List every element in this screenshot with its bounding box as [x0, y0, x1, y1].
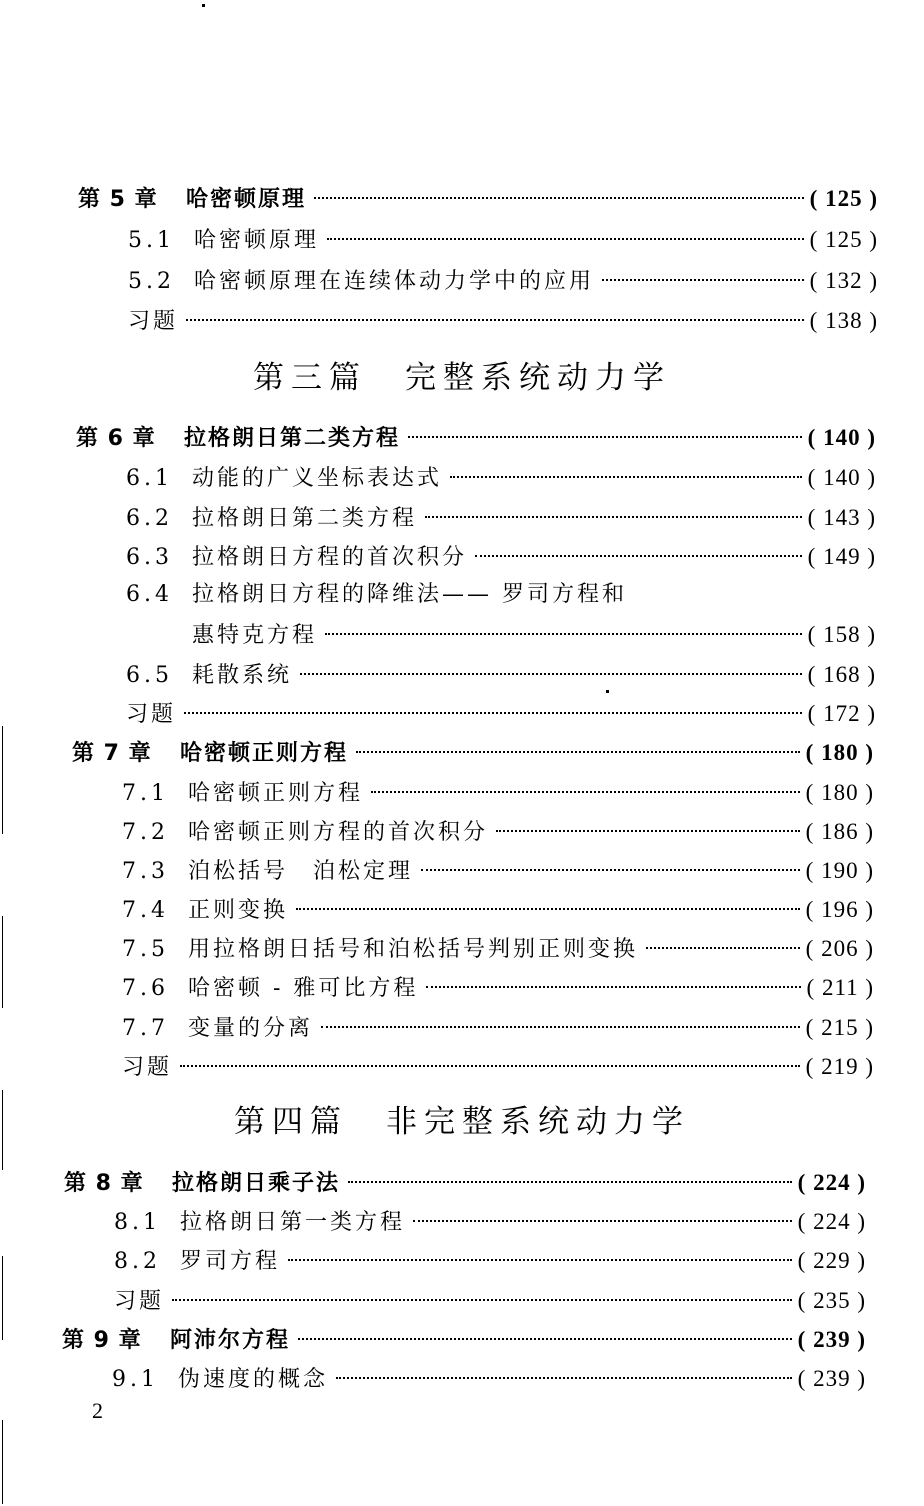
page-number: ( 138 )	[809, 308, 878, 333]
exercises-title: 习题	[128, 309, 179, 334]
toc-section-6-3	[126, 542, 876, 573]
section-title: 正则变换	[188, 898, 289, 923]
exercises-title: 习题	[126, 702, 177, 727]
toc-exercises-5	[128, 306, 878, 337]
page-number: ( 186 )	[805, 819, 874, 844]
toc-chapter-5	[78, 184, 878, 215]
toc-section-7-7	[122, 1013, 874, 1044]
section-number: 6.1	[126, 466, 173, 491]
toc-section-7-4	[122, 895, 874, 926]
page-number: ( 219 )	[805, 1054, 874, 1079]
chapter-number: 第 8 章	[64, 1171, 144, 1196]
section-title-continued: 惠特克方程	[192, 623, 318, 648]
section-number: 7.1	[122, 781, 169, 806]
section-number: 5.2	[128, 269, 175, 294]
section-number: 7.2	[122, 820, 169, 845]
section-number: 7.4	[122, 898, 169, 923]
section-number: 6.2	[126, 506, 173, 531]
section-title: 拉格朗日第二类方程	[192, 506, 418, 531]
page-number: ( 196 )	[805, 897, 874, 922]
section-title: 罗司方程	[180, 1249, 281, 1274]
chapter-title: 拉格朗日乘子法	[172, 1171, 341, 1196]
dot-leader	[336, 1377, 792, 1379]
section-title: 哈密顿原理在连续体动力学中的应用	[194, 269, 595, 294]
dot-leader	[496, 830, 800, 832]
page-number: ( 211 )	[806, 975, 874, 1000]
section-title: 拉格朗日方程的首次积分	[192, 545, 468, 570]
toc-section-5-1	[128, 225, 878, 256]
chapter-title: 哈密顿正则方程	[180, 741, 349, 766]
dot-leader	[186, 319, 804, 321]
toc-section-6-4	[126, 580, 876, 610]
page-number: ( 172 )	[807, 701, 876, 726]
dot-leader	[348, 1181, 792, 1183]
chapter-title: 阿沛尔方程	[170, 1328, 291, 1353]
page-number: ( 125 )	[809, 227, 878, 252]
section-number: 6.4	[126, 582, 173, 607]
toc-section-7-1	[122, 778, 874, 809]
page-number: ( 239 )	[797, 1366, 866, 1391]
dot-leader	[184, 712, 802, 714]
page-number: ( 158 )	[807, 622, 876, 647]
toc-section-6-2	[126, 503, 876, 534]
section-title: 哈密顿正则方程的首次积分	[188, 820, 489, 845]
section-number: 7.7	[122, 1016, 169, 1041]
page-number: ( 229 )	[797, 1248, 866, 1273]
scan-speck	[606, 690, 609, 693]
dot-leader	[314, 197, 804, 199]
section-number: 7.3	[122, 859, 169, 884]
dot-leader	[413, 1220, 792, 1222]
toc-chapter-6	[76, 423, 876, 454]
page-number: ( 215 )	[805, 1015, 874, 1040]
dot-leader	[602, 279, 804, 281]
section-number: 8.1	[114, 1210, 161, 1235]
page-number: ( 149 )	[807, 544, 876, 569]
section-title: 泊松括号 泊松定理	[188, 859, 414, 884]
part-heading-4: 第四篇 非完整系统动力学	[234, 1104, 690, 1140]
scan-edge-mark	[2, 726, 3, 834]
toc-section-6-1	[126, 463, 876, 494]
toc-section-6-4-continued	[192, 620, 876, 651]
toc-section-6-5	[126, 660, 876, 691]
exercises-title: 习题	[122, 1055, 173, 1080]
section-number: 7.5	[122, 937, 169, 962]
section-title: 用拉格朗日括号和泊松括号判别正则变换	[188, 937, 639, 962]
toc-exercises-8	[114, 1286, 866, 1317]
scan-edge-mark	[2, 1420, 3, 1504]
page-number: ( 143 )	[807, 505, 876, 530]
section-title: 拉格朗日方程的降维法—— 罗司方程和	[192, 582, 627, 607]
section-title: 哈密顿原理	[194, 228, 320, 253]
dot-leader	[296, 908, 800, 910]
page-number: ( 180 )	[805, 740, 874, 765]
dot-leader	[327, 238, 804, 240]
toc-exercises-6	[126, 699, 876, 730]
scan-edge-mark	[2, 1256, 3, 1340]
dot-leader	[425, 516, 802, 518]
dot-leader	[180, 1065, 800, 1067]
page-number: ( 168 )	[807, 662, 876, 687]
toc-section-7-2	[122, 817, 874, 848]
dot-leader	[450, 476, 802, 478]
section-number: 8.2	[114, 1249, 161, 1274]
page-number: ( 239 )	[797, 1327, 866, 1352]
dot-leader	[475, 555, 802, 557]
toc-section-7-3	[122, 856, 874, 887]
toc-section-8-1	[114, 1207, 866, 1238]
toc-exercises-7	[122, 1052, 874, 1083]
chapter-number: 第 5 章	[78, 187, 158, 212]
scan-edge-mark	[2, 916, 3, 1008]
dot-leader	[172, 1299, 792, 1301]
section-title: 拉格朗日第一类方程	[180, 1210, 406, 1235]
section-number: 5.1	[128, 228, 175, 253]
section-title: 伪速度的概念	[178, 1367, 329, 1392]
dot-leader	[300, 673, 802, 675]
page-number: ( 190 )	[805, 858, 874, 883]
page-number: ( 224 )	[797, 1170, 866, 1195]
part-heading-3: 第三篇 完整系统动力学	[253, 360, 671, 396]
chapter-number: 第 9 章	[62, 1328, 142, 1353]
section-title: 哈密顿正则方程	[188, 781, 364, 806]
toc-section-7-5	[122, 934, 874, 965]
page-number: ( 224 )	[797, 1209, 866, 1234]
toc-section-9-1	[112, 1364, 866, 1395]
dot-leader	[371, 791, 800, 793]
page-folio: 2	[92, 1398, 103, 1423]
dot-leader	[288, 1259, 792, 1261]
toc-chapter-7	[72, 738, 874, 769]
page-number: ( 206 )	[805, 936, 874, 961]
section-title: 耗散系统	[192, 663, 293, 688]
toc-section-7-6	[122, 973, 874, 1004]
chapter-number: 第 7 章	[72, 741, 152, 766]
dot-leader	[321, 1026, 800, 1028]
page-number: ( 180 )	[805, 780, 874, 805]
dot-leader	[408, 436, 802, 438]
scan-speck	[202, 4, 205, 7]
dot-leader	[421, 869, 800, 871]
toc-section-5-2	[128, 266, 878, 297]
chapter-title: 哈密顿原理	[186, 187, 307, 212]
page-number: ( 140 )	[807, 465, 876, 490]
exercises-title: 习题	[114, 1289, 165, 1314]
section-number: 6.5	[126, 663, 173, 688]
section-number: 7.6	[122, 976, 169, 1001]
page-number: ( 235 )	[797, 1288, 866, 1313]
toc-section-8-2	[114, 1246, 866, 1277]
dot-leader	[426, 986, 800, 988]
page-number: ( 125 )	[809, 186, 878, 211]
page-number: ( 132 )	[809, 268, 878, 293]
dot-leader	[646, 947, 800, 949]
section-number: 9.1	[112, 1367, 159, 1392]
section-title: 变量的分离	[188, 1016, 314, 1041]
chapter-number: 第 6 章	[76, 426, 156, 451]
toc-chapter-8	[64, 1168, 866, 1199]
dot-leader	[298, 1338, 792, 1340]
section-number: 6.3	[126, 545, 173, 570]
section-title: 动能的广义坐标表达式	[192, 466, 443, 491]
toc-chapter-9	[62, 1325, 866, 1356]
dot-leader	[356, 751, 800, 753]
dot-leader	[325, 633, 802, 635]
section-title: 哈密顿 - 雅可比方程	[188, 976, 419, 1001]
chapter-title: 拉格朗日第二类方程	[184, 426, 401, 451]
scan-edge-mark	[2, 1090, 3, 1170]
page-number: ( 140 )	[807, 425, 876, 450]
